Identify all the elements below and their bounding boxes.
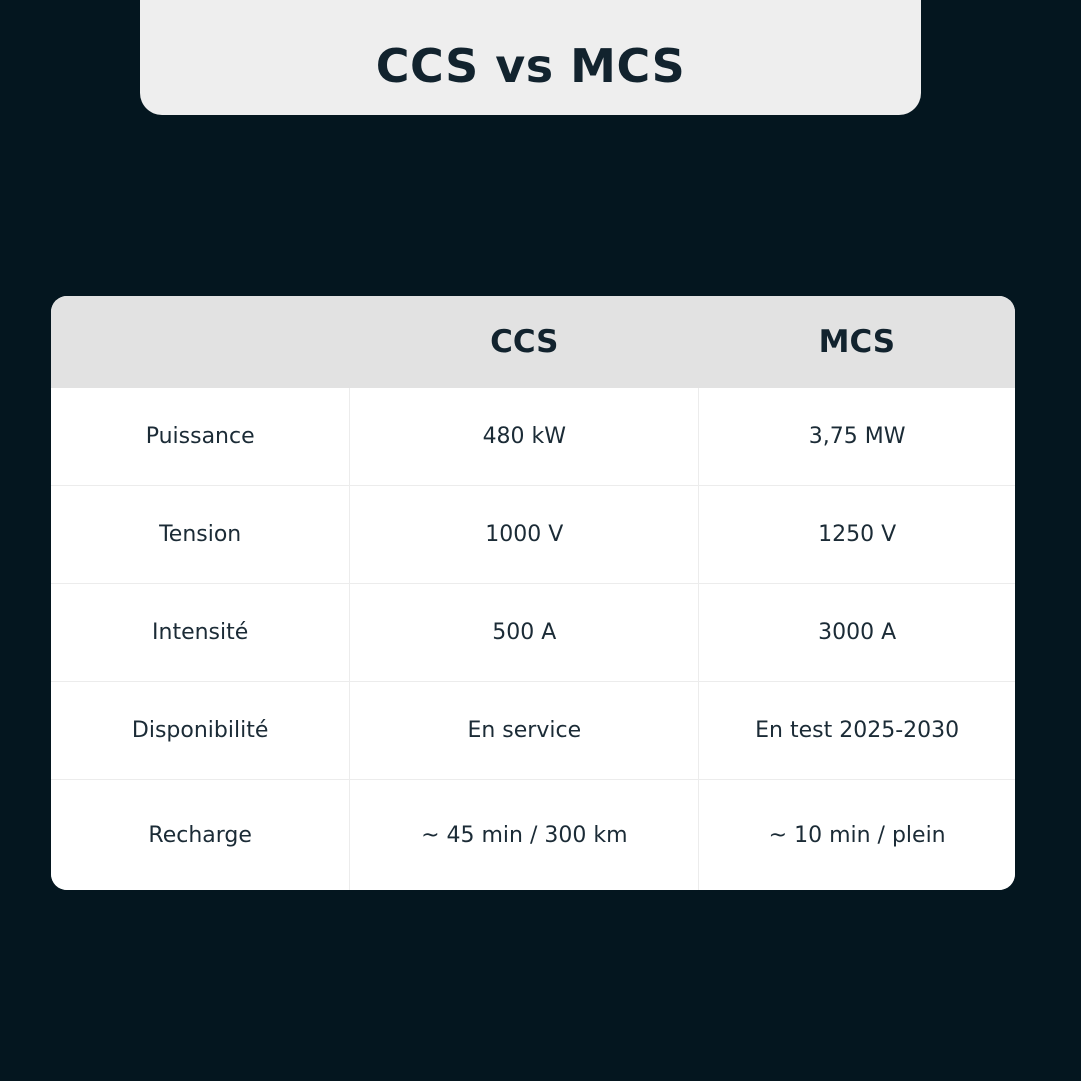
row-value-ccs: 500 A (350, 584, 699, 682)
row-label: Tension (51, 486, 350, 584)
table-header-row (51, 296, 1015, 388)
table-header-blank (51, 296, 350, 388)
row-label: Disponibilité (51, 682, 350, 780)
row-value-mcs: ~ 10 min / plein (699, 780, 1015, 891)
row-value-mcs: 3000 A (699, 584, 1015, 682)
row-value-mcs: 1250 V (699, 486, 1015, 584)
row-value-ccs: 480 kW (350, 388, 699, 486)
row-value-ccs: ~ 45 min / 300 km (350, 780, 699, 891)
table-row (51, 388, 1015, 486)
title-card (140, 0, 921, 115)
table-body (51, 388, 1015, 890)
row-value-mcs: 3,75 MW (699, 388, 1015, 486)
table-row (51, 584, 1015, 682)
table-row (51, 780, 1015, 891)
row-label: Intensité (51, 584, 350, 682)
row-label: Puissance (51, 388, 350, 486)
table-header-ccs: CCS (350, 296, 699, 388)
row-value-ccs: 1000 V (350, 486, 699, 584)
table-row (51, 486, 1015, 584)
row-value-mcs: En test 2025-2030 (699, 682, 1015, 780)
table-header-mcs: MCS (699, 296, 1015, 388)
row-label: Recharge (51, 780, 350, 891)
comparison-table-container (51, 296, 1015, 890)
comparison-table (51, 296, 1015, 890)
table-row (51, 682, 1015, 780)
table-header (51, 296, 1015, 388)
page-title: CCS vs MCS (375, 39, 686, 93)
row-value-ccs: En service (350, 682, 699, 780)
